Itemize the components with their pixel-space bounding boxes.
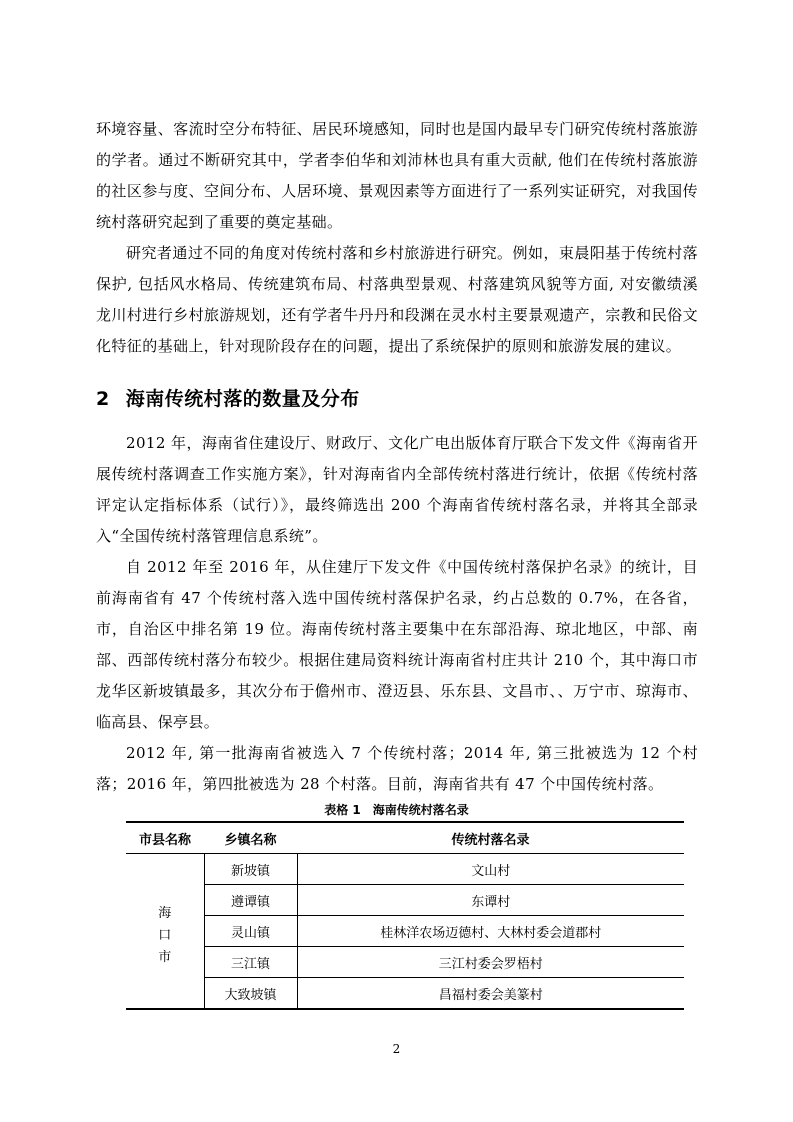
header-town: 乡镇名称 <box>204 822 297 854</box>
section-title: 海南传统村落的数量及分布 <box>125 388 360 410</box>
town-cell: 大致坡镇 <box>204 978 297 1010</box>
villages-cell: 三江村委会罗梧村 <box>297 947 684 978</box>
header-city: 市县名称 <box>126 822 204 854</box>
table-row <box>126 885 684 916</box>
city-cell: 海 口 市 <box>126 854 204 1010</box>
town-cell: 新坡镇 <box>204 854 297 885</box>
table-header-row <box>126 822 684 854</box>
paragraph-intro-continued: 环境容量、客流时空分布特征、居民环境感知，同时也是国内最早专门研究传统村落旅游的学者。通过不断研究其中，学者李伯华和刘沛林也具有重大贡献, 他们在传统村落旅游的社区参与度、空间分布、人居环境、景观因素等方面进行了一系列实证研究，对我国传统村落研究起到了重要的奠定基础。 <box>96 120 698 231</box>
table-row <box>126 947 684 978</box>
section-heading <box>96 384 360 411</box>
page-number: 2 <box>392 1042 401 1056</box>
villages-cell: 文山村 <box>297 854 684 885</box>
villages-cell: 桂林洋农场迈德村、大林村委会道郡村 <box>297 916 684 947</box>
town-cell: 遵谭镇 <box>204 885 297 916</box>
town-cell: 灵山镇 <box>204 916 297 947</box>
table-row <box>126 916 684 947</box>
paragraph-distribution: 自 2012 年至 2016 年，从住建厅下发文件《中国传统村落保护名录》的统计，目前海南省有 47 个传统村落入选中国传统村落保护名录，约占总数的 0.7%，在各省，市，自治区中排名第 19 位。海南传统村落主要集中在东部沿海、琼北地区，中部、南部、西部传统村落分布较少。根据住建局资料统计海南省村庄共计 210 个，其中海口市龙华区新坡镇最多，其次分布于儋州市、澄迈县、乐东县、文昌市、、万宁市、琼海市、临高县、保亭县。 <box>96 558 698 731</box>
header-villages: 传统村落名录 <box>297 822 684 854</box>
paragraph-batches: 2012 年, 第一批海南省被选入 7 个传统村落；2014 年, 第三批被选为 12 个村落；2016 年，第四批被选为 28 个村落。目前，海南省共有 47 个中国传统村落。 <box>96 744 698 793</box>
table-row <box>126 854 684 885</box>
villages-cell: 东谭村 <box>297 885 684 916</box>
villages-cell: 昌福村委会美篆村 <box>297 978 684 1010</box>
town-cell: 三江镇 <box>204 947 297 978</box>
paragraph-2012-survey: 2012 年，海南省住建设厅、财政厅、文化广电出版体育厅联合下发文件《海南省开展传统村落调查工作实施方案》，针对海南省内全部传统村落进行统计，依据《传统村落评定认定指标体系（试行）》，最终筛选出 200 个海南省传统村落名录，并将其全部录入“全国传统村落管理信息系统”。 <box>96 434 698 545</box>
village-list-table <box>126 821 684 1010</box>
section-number: 2 <box>96 388 110 410</box>
table-row <box>126 978 684 1010</box>
paragraph-research-angles: 研究者通过不同的角度对传统村落和乡村旅游进行研究。例如，束晨阳基于传统村落保护, 包括风水格局、传统建筑布局、村落典型景观、村落建筑风貌等方面, 对安徽绩溪龙川村进行乡村旅游规划，还有学者牛丹丹和段渊在灵水村主要景观遗产，宗教和民俗文化特征的基础上，针对现阶段存在的问题，提出了系统保护的原则和旅游发展的建议。 <box>96 244 698 355</box>
table-caption: 表格 1 海南传统村落名录 <box>324 803 469 817</box>
